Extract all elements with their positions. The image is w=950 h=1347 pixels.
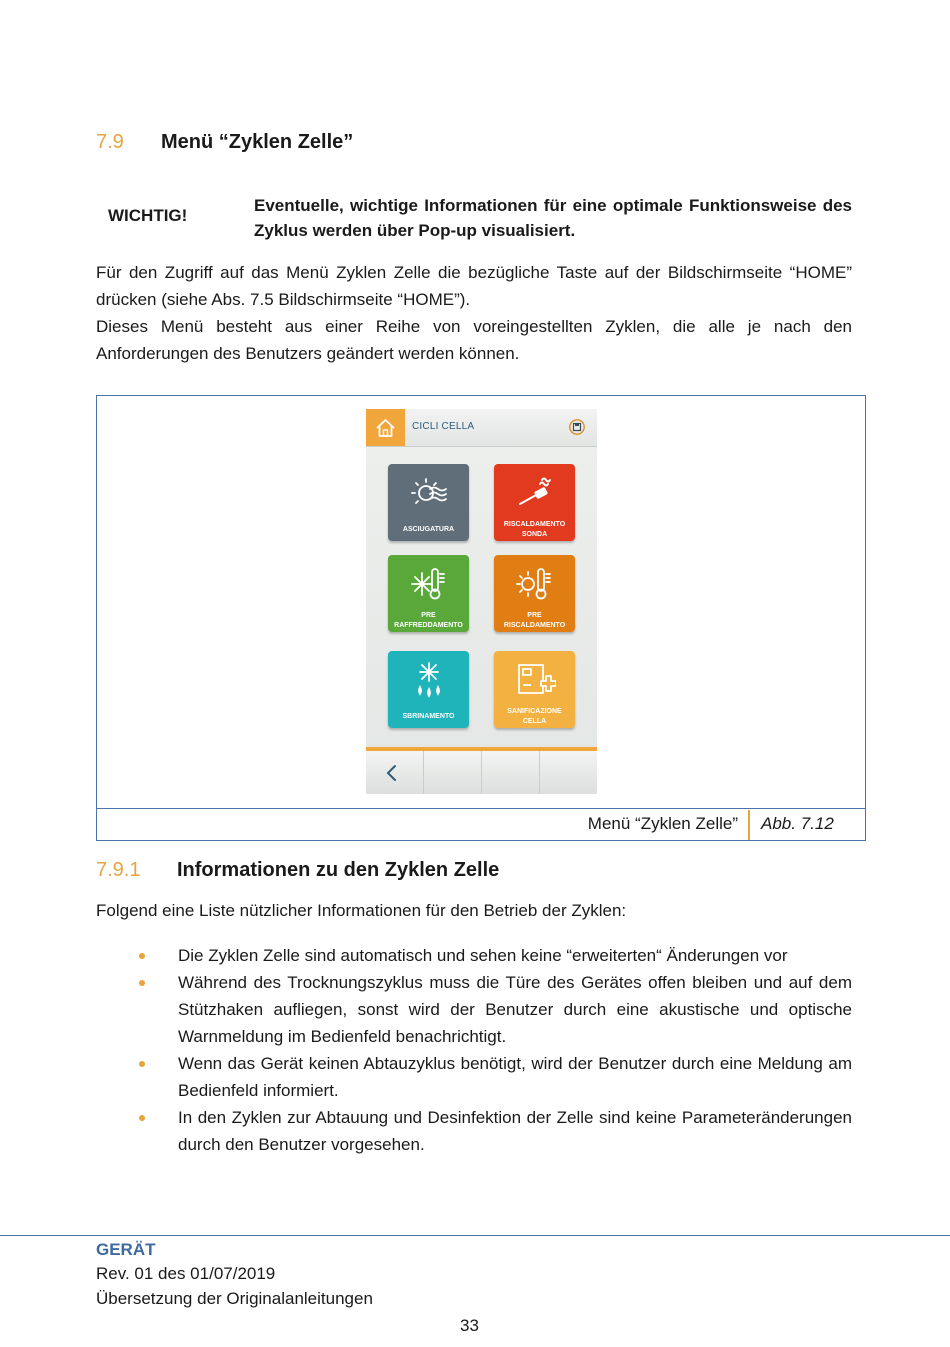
footer-revision: Rev. 01 des 01/07/2019 (96, 1264, 276, 1283)
probe-heat-icon (514, 472, 556, 514)
footer-separator (423, 751, 424, 794)
info-list (0, 942, 852, 1158)
save-icon[interactable] (569, 419, 585, 435)
tile-label: SBRINAMENTO (402, 713, 455, 720)
figure-caption: Menü “Zyklen Zelle” (587, 814, 738, 833)
tile-label: RISCALDAMENTO (503, 622, 566, 629)
tile-label: PRE (421, 612, 436, 619)
tile-pre-raffreddamento[interactable] (388, 555, 469, 632)
footer-separator (539, 751, 540, 794)
footer-brand: GERÄT (96, 1240, 156, 1259)
list-item (0, 1104, 852, 1158)
home-icon (366, 409, 405, 446)
home-button[interactable] (366, 409, 405, 446)
bullet-icon (139, 1061, 145, 1067)
caption-separator (748, 810, 750, 840)
tile-label: SANIFICAZIONE (507, 708, 562, 715)
list-item-text: Wenn das Gerät keinen Abtauzyklus benötigt, wird der Benutzer durch eine Meldung am Bedienfeld informiert. (178, 1054, 852, 1100)
tile-asciugatura[interactable] (388, 464, 469, 541)
list-item-text: Während des Trocknungszyklus muss die Türe des Gerätes offen bleiben und auf dem Stützhaken aufliegen, sonst wird der Benutzer durch eine akustische und optische Warnmeldung im Bedienfeld benachrichtigt. (178, 973, 852, 1046)
footer-translation: Übersetzung der Originalanleitungen (96, 1289, 373, 1308)
tile-label: SONDA (521, 531, 548, 538)
list-item (0, 1050, 852, 1104)
chevron-left-icon[interactable] (384, 763, 400, 783)
list-item (0, 942, 852, 969)
tile-label: ASCIUGATURA (402, 526, 455, 533)
defrost-icon (408, 659, 450, 701)
tile-label: CELLA (522, 718, 547, 725)
page-number: 33 (460, 1316, 479, 1335)
screen-footer (366, 751, 597, 794)
tile-sanificazione-cella[interactable] (494, 651, 575, 728)
tile-label: PRE (527, 612, 542, 619)
screen-title: CICLI CELLA (412, 421, 475, 432)
bullet-icon (139, 953, 145, 959)
list-item-text: Die Zyklen Zelle sind automatisch und sehen keine “erweiterten“ Änderungen vor (178, 946, 788, 965)
important-label: WICHTIG! (108, 206, 188, 225)
intro-paragraph (96, 259, 852, 367)
subsection-title: Informationen zu den Zyklen Zelle (177, 859, 500, 881)
list-item-text: In den Zyklen zur Abtauung und Desinfektion der Zelle sind keine Parameteränderungen durch den Benutzer vorgesehen. (178, 1108, 852, 1154)
important-text: Eventuelle, wichtige Informationen für eine optimale Funktionsweise des Zyklus werden über Pop-up visualisiert. (254, 196, 852, 240)
tile-sbrinamento[interactable] (388, 651, 469, 728)
figure-number: Abb. 7.12 (761, 814, 834, 833)
footer-rule (0, 1235, 950, 1236)
tile-riscaldamento-sonda[interactable] (494, 464, 575, 541)
sun-wind-icon (408, 472, 450, 514)
subsection-number: 7.9.1 (96, 859, 141, 881)
list-intro: Folgend eine Liste nützlicher Informationen für den Betrieb der Zyklen: (96, 901, 627, 920)
tile-pre-riscaldamento[interactable] (494, 555, 575, 632)
sanitize-icon (514, 659, 556, 701)
section-title: Menü “Zyklen Zelle” (161, 131, 354, 153)
figure-divider (96, 808, 866, 809)
bullet-icon (139, 1115, 145, 1121)
paragraph-line: Für den Zugriff auf das Menü Zyklen Zelle die bezügliche Taste auf der Bildschirmseite “HOME” drücken (siehe Abs. 7.5 Bildschirmseite “HOME”). (96, 263, 852, 309)
tile-label: RISCALDAMENTO (503, 521, 566, 528)
list-item (0, 969, 852, 1050)
device-screen (366, 409, 597, 794)
sun-thermometer-icon (514, 563, 556, 605)
section-number: 7.9 (96, 131, 124, 153)
tile-label: RAFFREDDAMENTO (394, 622, 463, 629)
paragraph-line: Dieses Menü besteht aus einer Reihe von voreingestellten Zyklen, die alle je nach den Anforderungen des Benutzers geändert werden können. (96, 317, 852, 363)
footer-separator (481, 751, 482, 794)
bullet-icon (139, 980, 145, 986)
snowflake-thermometer-icon (408, 563, 450, 605)
